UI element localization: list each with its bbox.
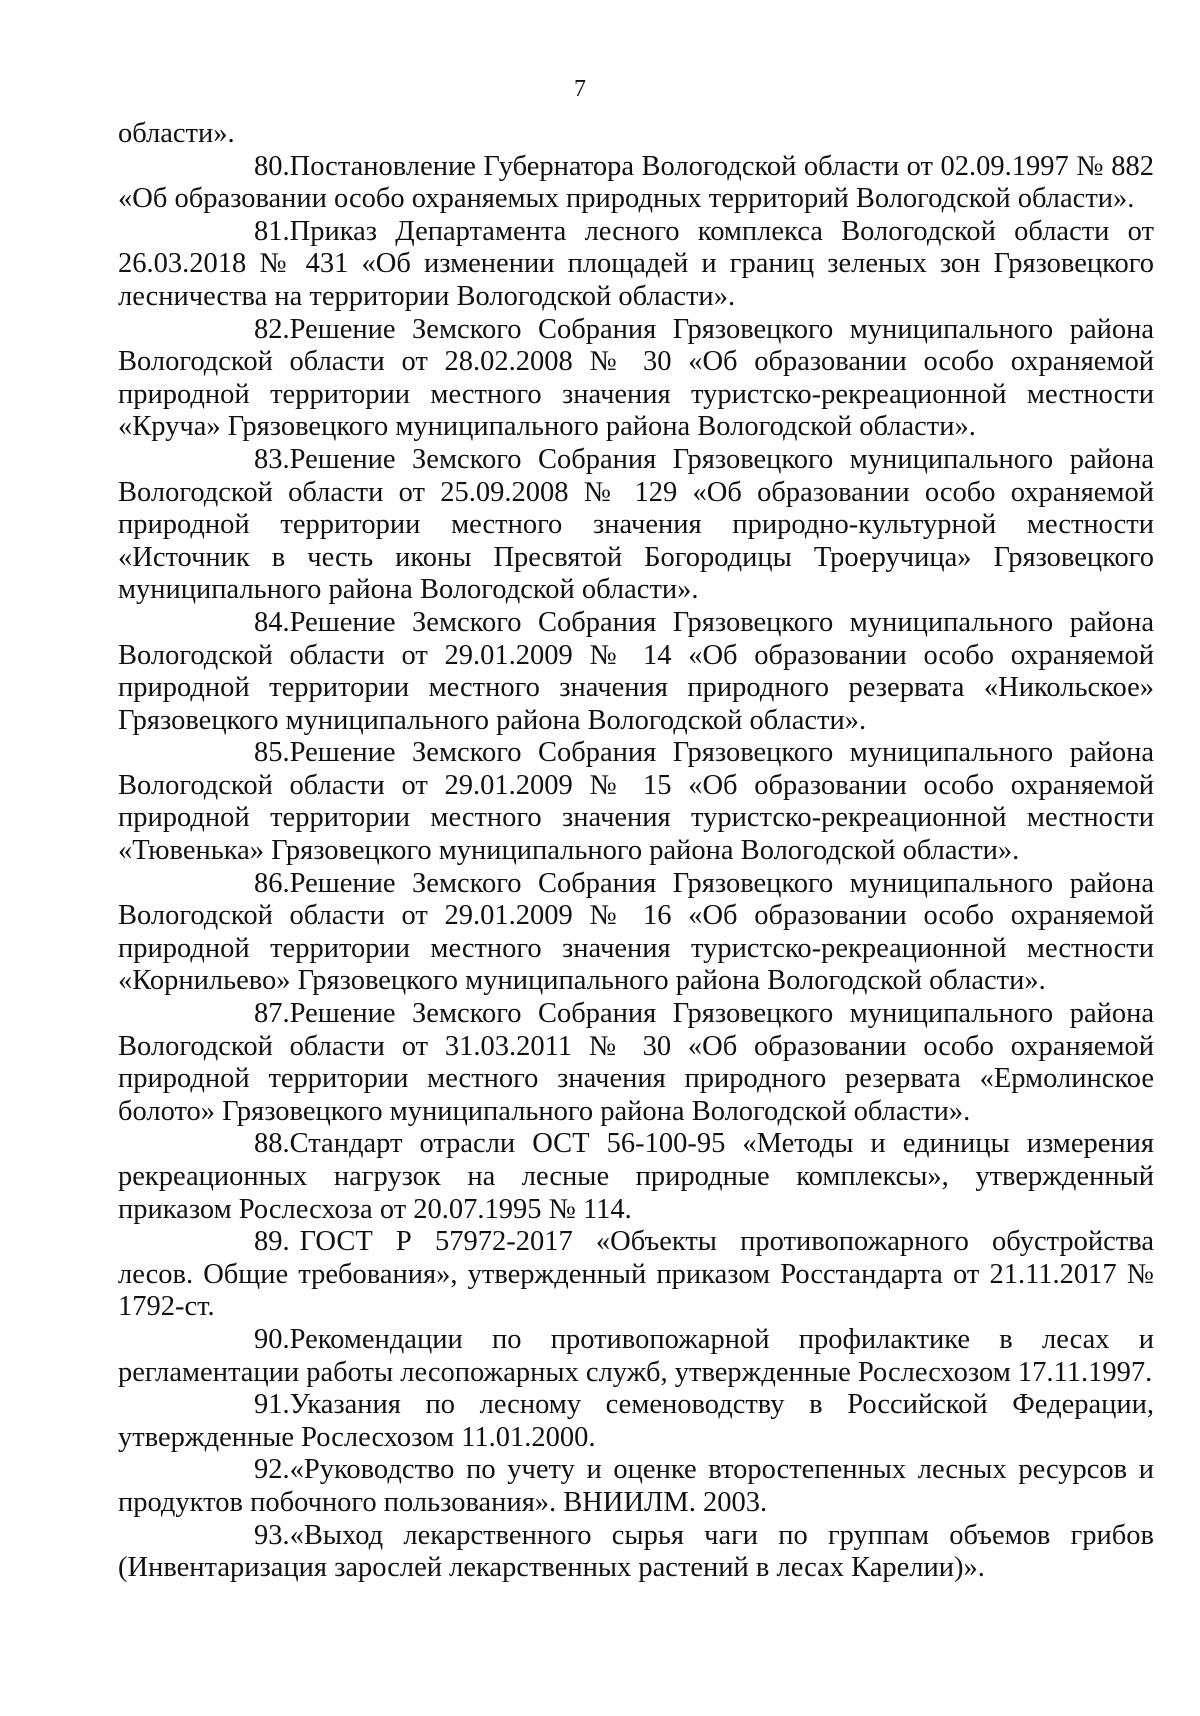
item-text: Решение Земского Собрания Грязовецкого муниципального района Вологодской области от 29.01.2009 № 15 «Об образовании особо охраняемой природной территории местного значения туристско-рекреационной местности «Тювенька» Грязовецкого муниципального района Вологодской области». bbox=[118, 737, 1154, 867]
item-text: Решение Земского Собрания Грязовецкого муниципального района Вологодской области от 25.09.2008 № 129 «Об образовании особо охраняемой природной территории местного значения природно-культурной местности «Источник в честь иконы Пресвятой Богородицы Троеручица» Грязовецкого муниципального района Вологодской области». bbox=[118, 443, 1154, 606]
item-number: 85. bbox=[254, 737, 290, 769]
item-text: ГОСТ Р 57972-2017 «Объекты противопожарного обустройства лесов. Общие требования», утвержденный приказом Росстандарта от 21.11.2017 № 1792-ст. bbox=[118, 1226, 1154, 1323]
list-item-85 bbox=[118, 737, 1154, 867]
item-text: «Руководство по учету и оценке второстепенных лесных ресурсов и продуктов побочного пользования». ВНИИЛМ. 2003. bbox=[118, 1454, 1154, 1518]
list-item-91 bbox=[118, 1389, 1154, 1454]
item-number: 83. bbox=[254, 443, 290, 475]
item-number: 89. bbox=[254, 1226, 290, 1258]
item-number: 87. bbox=[254, 998, 290, 1030]
document-body bbox=[118, 118, 1154, 1585]
item-number: 91. bbox=[254, 1389, 290, 1421]
item-number: 92. bbox=[254, 1454, 290, 1486]
item-number: 82. bbox=[254, 313, 290, 345]
list-item-81 bbox=[118, 216, 1154, 314]
page-number: 7 bbox=[574, 76, 586, 102]
item-text: Стандарт отрасли ОСТ 56-100-95 «Методы и единицы измерения рекреационных нагрузок на лесные природные комплексы», утвержденный приказом Рослесхоза от 20.07.1995 № 114. bbox=[118, 1128, 1154, 1225]
item-number: 88. bbox=[254, 1128, 290, 1160]
list-item-92 bbox=[118, 1454, 1154, 1519]
item-text: Приказ Департамента лесного комплекса Вологодской области от 26.03.2018 № 431 «Об изменении площадей и границ зеленых зон Грязовецкого лесничества на территории Вологодской области». bbox=[118, 215, 1154, 312]
item-text: Указания по лесному семеноводству в Российской Федерации, утвержденные Рослесхозом 11.01.2000. bbox=[118, 1389, 1154, 1453]
item-text: Решение Земского Собрания Грязовецкого муниципального района Вологодской области от 29.01.2009 № 16 «Об образовании особо охраняемой природной территории местного значения туристско-рекреационной местности «Корнильево» Грязовецкого муниципального района Вологодской области». bbox=[118, 867, 1154, 997]
item-number: 86. bbox=[254, 867, 290, 899]
list-item-86 bbox=[118, 868, 1154, 998]
item-text: Решение Земского Собрания Грязовецкого муниципального района Вологодской области от 28.02.2008 № 30 «Об образовании особо охраняемой природной территории местного значения туристско-рекреационной местности «Круча» Грязовецкого муниципального района Вологодской области». bbox=[118, 313, 1154, 443]
item-text: Решение Земского Собрания Грязовецкого муниципального района Вологодской области от 29.01.2009 № 14 «Об образовании особо охраняемой природной территории местного значения природного резервата «Никольское» Грязовецкого муниципального района Вологодской области». bbox=[118, 606, 1154, 736]
list-item-82 bbox=[118, 314, 1154, 444]
list-item-90 bbox=[118, 1324, 1154, 1389]
list-item-93 bbox=[118, 1520, 1154, 1585]
list-item-80 bbox=[118, 151, 1154, 216]
list-item-89 bbox=[118, 1226, 1154, 1324]
list-item-88 bbox=[118, 1128, 1154, 1226]
continuation-text: области». bbox=[118, 118, 235, 149]
item-text: Постановление Губернатора Вологодской области от 02.09.1997 № 882 «Об образовании особо охраняемых природных территорий Вологодской области». bbox=[118, 150, 1154, 215]
item-number: 81. bbox=[254, 215, 290, 247]
item-text: Рекомендации по противопожарной профилактике в лесах и регламентации работы лесопожарных служб, утвержденные Рослесхозом 17.11.1997. bbox=[118, 1323, 1154, 1388]
list-item-83 bbox=[118, 444, 1154, 607]
item-number: 93. bbox=[254, 1519, 290, 1551]
list-item-84 bbox=[118, 607, 1154, 737]
item-number: 84. bbox=[254, 606, 290, 638]
list-item-87 bbox=[118, 998, 1154, 1128]
item-text: Решение Земского Собрания Грязовецкого муниципального района Вологодской области от 31.03.2011 № 30 «Об образовании особо охраняемой природной территории местного значения природного резервата «Ермолинское болото» Грязовецкого муниципального района Вологодской области». bbox=[118, 998, 1154, 1127]
item-number: 90. bbox=[254, 1323, 290, 1355]
item-text: «Выход лекарственного сырья чаги по группам объемов грибов (Инвентаризация зарослей лекарственных растений в лесах Карелии)». bbox=[118, 1519, 1154, 1584]
item-number: 80. bbox=[254, 150, 290, 182]
